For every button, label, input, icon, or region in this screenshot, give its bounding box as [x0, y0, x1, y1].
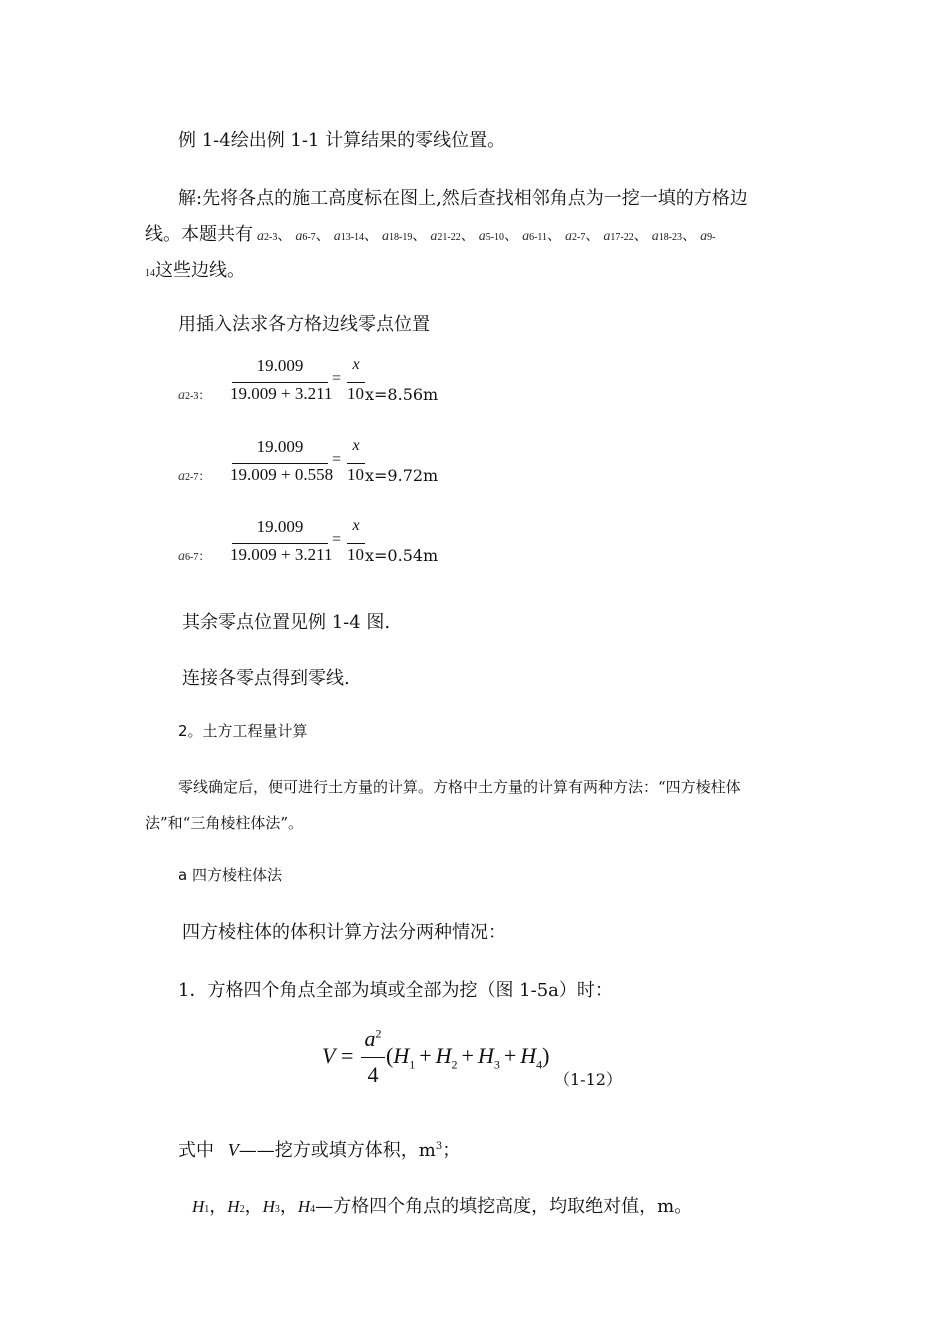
equation-result: x=8.56m [365, 385, 439, 404]
edge-sub: 6-11 [529, 232, 548, 243]
formula-h: H [520, 1043, 537, 1068]
formula-h-sub: 2 [451, 1057, 458, 1072]
equation-result: x=9.72m [365, 466, 439, 485]
equation-label [178, 547, 210, 565]
edge-sub: 18-19 [389, 232, 413, 243]
where-line: 式中 V——挖方或填方体积，$m^3$； [178, 1140, 461, 1161]
edge-label [479, 224, 504, 245]
equation-label-sub: 6-7 [185, 552, 199, 563]
equation-label-colon: ： [198, 469, 211, 483]
where-prefix: 式中 [178, 1140, 214, 1161]
formula-h: H [393, 1043, 410, 1068]
formula-frac-num: $a^2$ [364, 1026, 382, 1051]
equation-fraction-bar [232, 463, 328, 464]
h-separator: ， [244, 1196, 263, 1217]
edge-sub: 2-3 [264, 232, 278, 243]
edge-separator: 、 [364, 228, 379, 244]
edge-label [257, 224, 277, 245]
edge-label [334, 224, 364, 245]
connect-note: 连接各零点得到零线. [182, 668, 350, 689]
formula-frac-den: 4 [367, 1062, 379, 1087]
edge-sub: 13-14 [340, 232, 365, 243]
equation-label-sub: 2-3 [185, 391, 199, 402]
edge-var: a [700, 229, 708, 244]
equation-rhs-numerator: x [352, 517, 360, 534]
edge-separator: 、 [547, 228, 562, 244]
h-separator: ， [279, 1196, 298, 1217]
edge-var: a [382, 229, 390, 244]
edge-var: a [430, 229, 438, 244]
equation-label-var: a [178, 469, 185, 484]
equation-result: x=0.54m [365, 546, 439, 565]
formula-v: V [322, 1043, 336, 1068]
edge-sub: 2-7 [572, 232, 586, 243]
edge-label [295, 224, 315, 245]
formula-number: （1-12） [554, 1070, 622, 1089]
edge-separator: 、 [277, 228, 292, 244]
edge-separator: 、 [633, 228, 648, 244]
equation-label-var: a [178, 549, 185, 564]
where-text: ——挖方或填方体积，m [238, 1140, 436, 1161]
equation-numerator: 19.009 [256, 437, 304, 456]
equation-equals: = [332, 451, 342, 468]
equation-fraction-bar [232, 543, 328, 544]
section-2-title: 2。土方工程量计算 [178, 722, 308, 740]
formula-h: H [477, 1043, 494, 1068]
formula-plus: + [419, 1043, 432, 1068]
h-var: H [297, 1197, 311, 1216]
edge-sub: 9- [707, 232, 716, 243]
formula-open-paren: ( [386, 1043, 394, 1068]
formula-h: H [435, 1043, 452, 1068]
edge-sub: 18-23 [658, 232, 683, 243]
interpolation-intro: 用插入法求各方格边线零点位置 [178, 314, 430, 335]
solution-line-2 [145, 220, 715, 246]
equation-equals: = [332, 531, 342, 548]
equation-equals: = [332, 370, 342, 387]
equation-label-colon: ： [198, 549, 211, 563]
edge-sub: 17-22 [610, 232, 634, 243]
edge-separator: 、 [504, 228, 519, 244]
equation-label-var: a [178, 388, 185, 403]
solution-line-3-suffix: 这些边线。 [155, 260, 245, 281]
section-2-para-line-2: 法”和“三角棱柱体法”。 [145, 814, 304, 832]
equation-label-colon: ： [198, 388, 211, 402]
edge-var: a [295, 229, 303, 244]
edge-var: a [651, 229, 659, 244]
equation-label [178, 467, 210, 485]
equation-rhs-bar [347, 382, 365, 383]
formula-eq: = [340, 1043, 354, 1068]
h-var: H [227, 1197, 240, 1216]
edge-separator: 、 [460, 228, 475, 244]
edge-label [603, 224, 633, 245]
edge-label [430, 224, 460, 245]
edge-separator: 、 [682, 228, 697, 244]
equation-rhs-denominator: 10 [347, 384, 364, 403]
edge-separator: 、 [412, 228, 427, 244]
equation-numerator: 19.009 [256, 356, 304, 375]
edge-var: a [257, 229, 264, 244]
equation-rhs-numerator: x [352, 356, 360, 373]
h-sub: 4 [310, 1204, 316, 1215]
solution-line-2-prefix: 线。本题共有 [145, 224, 253, 245]
subsection-a-title: a 四方棱柱体法 [178, 866, 282, 884]
edge-var: a [333, 229, 341, 244]
edge-var: a [565, 229, 573, 244]
edge-label [522, 224, 547, 245]
equation-label [178, 386, 210, 404]
equation-denominator: 19.009 + 3.211 [230, 545, 333, 564]
h-separator: ， [209, 1196, 228, 1217]
edge-label [565, 224, 585, 245]
edge-var: a [522, 229, 530, 244]
h-sub: 2 [239, 1204, 245, 1215]
edge-separator: 、 [315, 228, 330, 244]
equation-rhs-numerator: x [352, 437, 360, 454]
edge-sub: 5-10 [485, 232, 505, 243]
h-var: H [262, 1197, 275, 1216]
equation-rhs-denominator: 10 [347, 545, 364, 564]
equation-denominator: 19.009 + 0.558 [230, 465, 334, 484]
formula-close-paren: ) [542, 1043, 550, 1068]
edge-var: a [478, 229, 486, 244]
edge-list [253, 224, 715, 245]
equation-rhs-denominator: 10 [347, 465, 364, 484]
edge-label [700, 224, 715, 245]
edge-label [382, 224, 412, 245]
edge-last-sub-continued: 14 [145, 268, 155, 279]
formula-plus: + [503, 1043, 517, 1068]
edge-var: a [603, 229, 611, 244]
h-sub: 3 [274, 1204, 280, 1215]
equation-denominator: 19.009 + 3.211 [230, 384, 333, 403]
edge-label [652, 224, 682, 245]
formula-frac-bar [361, 1057, 385, 1058]
equation-numerator: 19.009 [256, 517, 304, 536]
example-title: 例 1-4绘出例 1-1 计算结果的零线位置。 [178, 130, 506, 151]
section-2-para-line-1: 零线确定后，便可进行土方量的计算。方格中土方量的计算有两种方法：“四方棱柱体 [178, 778, 741, 796]
formula-plus: + [461, 1043, 474, 1068]
h-sub: 1 [204, 1204, 210, 1215]
equation-rhs-bar [347, 463, 365, 464]
formula-lhs [322, 1043, 353, 1069]
h-definition-line [192, 1192, 692, 1218]
case-1: 1．方格四个角点全部为填或全部为挖（图 1-5a）时： [178, 980, 613, 1001]
solution-line-3 [145, 256, 245, 282]
h-definition-text: —方格四个角点的填挖高度，均取绝对值，m。 [315, 1196, 693, 1217]
edge-separator: 、 [585, 228, 600, 244]
h-var: H [192, 1197, 205, 1216]
where-var: V [227, 1140, 239, 1160]
remaining-note: 其余零点位置见例 1-4 图. [182, 612, 391, 633]
edge-sub: 21-22 [437, 232, 461, 243]
formula-h-sub: 3 [493, 1057, 500, 1072]
solution-line-1: 解:先将各点的施工高度标在图上,然后查找相邻角点为一挖一填的方格边 [178, 188, 748, 209]
formula-body [386, 1043, 549, 1072]
volume-intro: 四方棱柱体的体积计算方法分两种情况： [182, 922, 506, 943]
edge-sub: 6-7 [302, 232, 316, 243]
equation-fraction-bar [232, 382, 328, 383]
formula-h-sub: 1 [409, 1057, 416, 1072]
formula-h-sub: 4 [536, 1057, 543, 1072]
equation-label-sub: 2-7 [185, 472, 199, 483]
equation-rhs-bar [347, 543, 365, 544]
